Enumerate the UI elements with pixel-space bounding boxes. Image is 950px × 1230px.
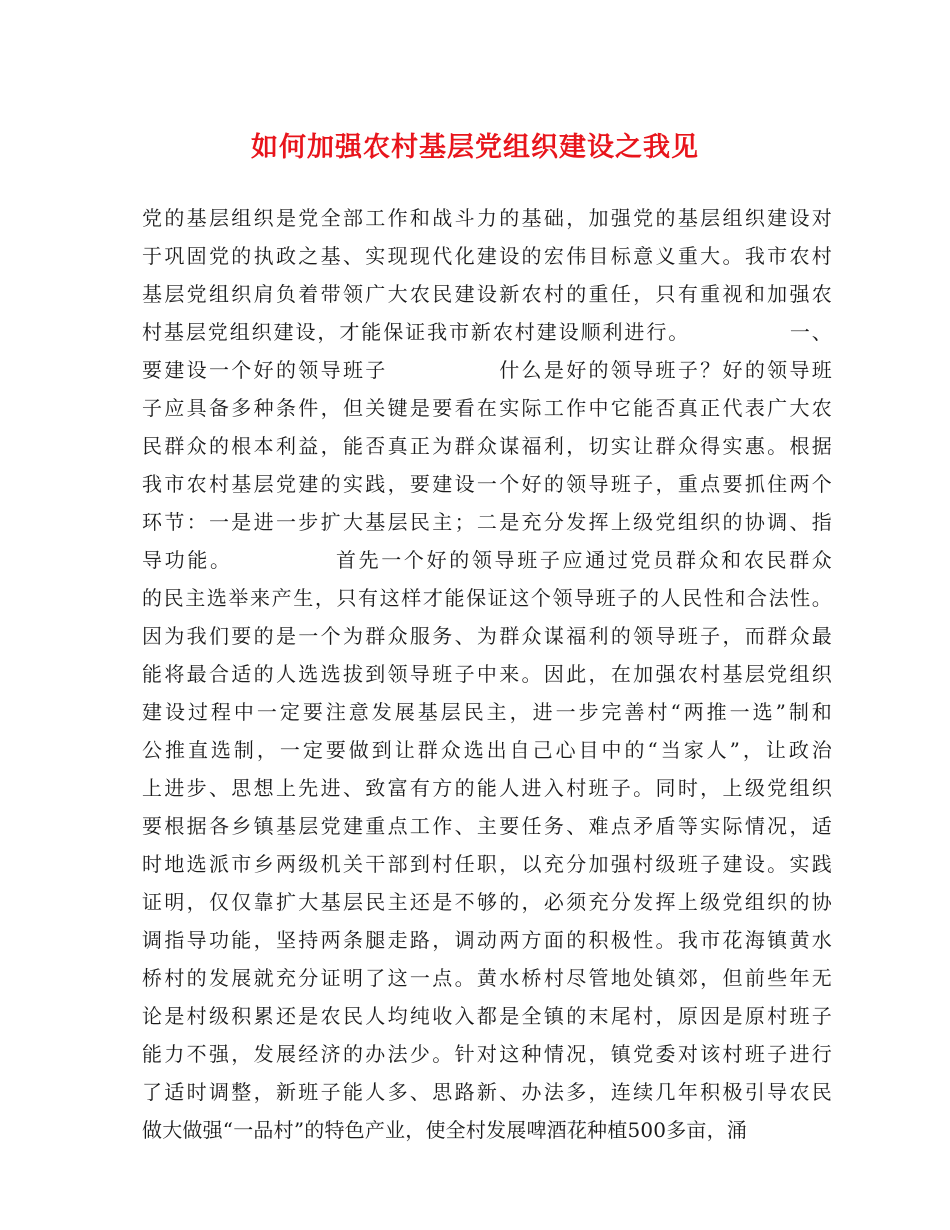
- document-title: 如何加强农村基层党组织建设之我见: [251, 132, 699, 163]
- body-line: 上进步、思想上先进、致富有方的能人进入村班子。同时，上级党组织: [142, 776, 832, 800]
- body-line: 时地选派市乡两级机关干部到村任职，以充分加强村级班子建设。实践: [142, 852, 832, 876]
- body-line: 公推直选制，一定要做到让群众选出自己心目中的“当家人”，让政治: [142, 738, 832, 762]
- body-line: 基层党组织肩负着带领广大农民建设新农村的重任，只有重视和加强农: [142, 282, 832, 306]
- body-line: 村基层党组织建设，才能保证我市新农村建设顺利进行。 一、: [142, 320, 832, 344]
- body-line: 环节：一是进一步扩大基层民主；二是充分发挥上级党组织的协调、指: [142, 510, 832, 534]
- body-line: 于巩固党的执政之基、实现现代化建设的宏伟目标意义重大。我市农村: [142, 244, 832, 268]
- body-line: 党的基层组织是党全部工作和战斗力的基础，加强党的基层组织建设对: [142, 206, 832, 230]
- body-line: 论是村级积累还是农民人均纯收入都是全镇的末尾村，原因是原村班子: [142, 1004, 832, 1028]
- body-line: 能力不强，发展经济的办法少。针对这种情况，镇党委对该村班子进行: [142, 1042, 832, 1066]
- body-line: 做大做强“一品村”的特色产业，使全村发展啤酒花种植500多亩，涌: [142, 1118, 748, 1142]
- body-line: 民群众的根本利益，能否真正为群众谋福利，切实让群众得实惠。根据: [142, 434, 832, 458]
- body-line: 建设过程中一定要注意发展基层民主，进一步完善村“两推一选”制和: [142, 700, 832, 724]
- body-line: 能将最合适的人选选拔到领导班子中来。因此，在加强农村基层党组织: [142, 662, 832, 686]
- body-line: 桥村的发展就充分证明了这一点。黄水桥村尽管地处镇郊，但前些年无: [142, 966, 832, 990]
- body-line: 要建设一个好的领导班子 什么是好的领导班子？好的领导班: [142, 358, 832, 382]
- body-line: 要根据各乡镇基层党建重点工作、主要任务、难点矛盾等实际情况，适: [142, 814, 832, 838]
- body-line: 证明，仅仅靠扩大基层民主还是不够的，必须充分发挥上级党组织的协: [142, 890, 832, 914]
- body-line: 子应具备多种条件，但关键是要看在实际工作中它能否真正代表广大农: [142, 396, 832, 420]
- body-line: 导功能。 首先一个好的领导班子应通过党员群众和农民群众: [142, 548, 832, 572]
- document-body: [142, 199, 832, 1149]
- body-line: 的民主选举来产生，只有这样才能保证这个领导班子的人民性和合法性。: [142, 586, 832, 610]
- body-line: 因为我们要的是一个为群众服务、为群众谋福利的领导班子，而群众最: [142, 624, 832, 648]
- body-line: 我市农村基层党建的实践，要建设一个好的领导班子，重点要抓住两个: [142, 472, 832, 496]
- body-line: 调指导功能，坚持两条腿走路，调动两方面的积极性。我市花海镇黄水: [142, 928, 832, 952]
- body-line: 了适时调整，新班子能人多、思路新、办法多，连续几年积极引导农民: [142, 1080, 832, 1104]
